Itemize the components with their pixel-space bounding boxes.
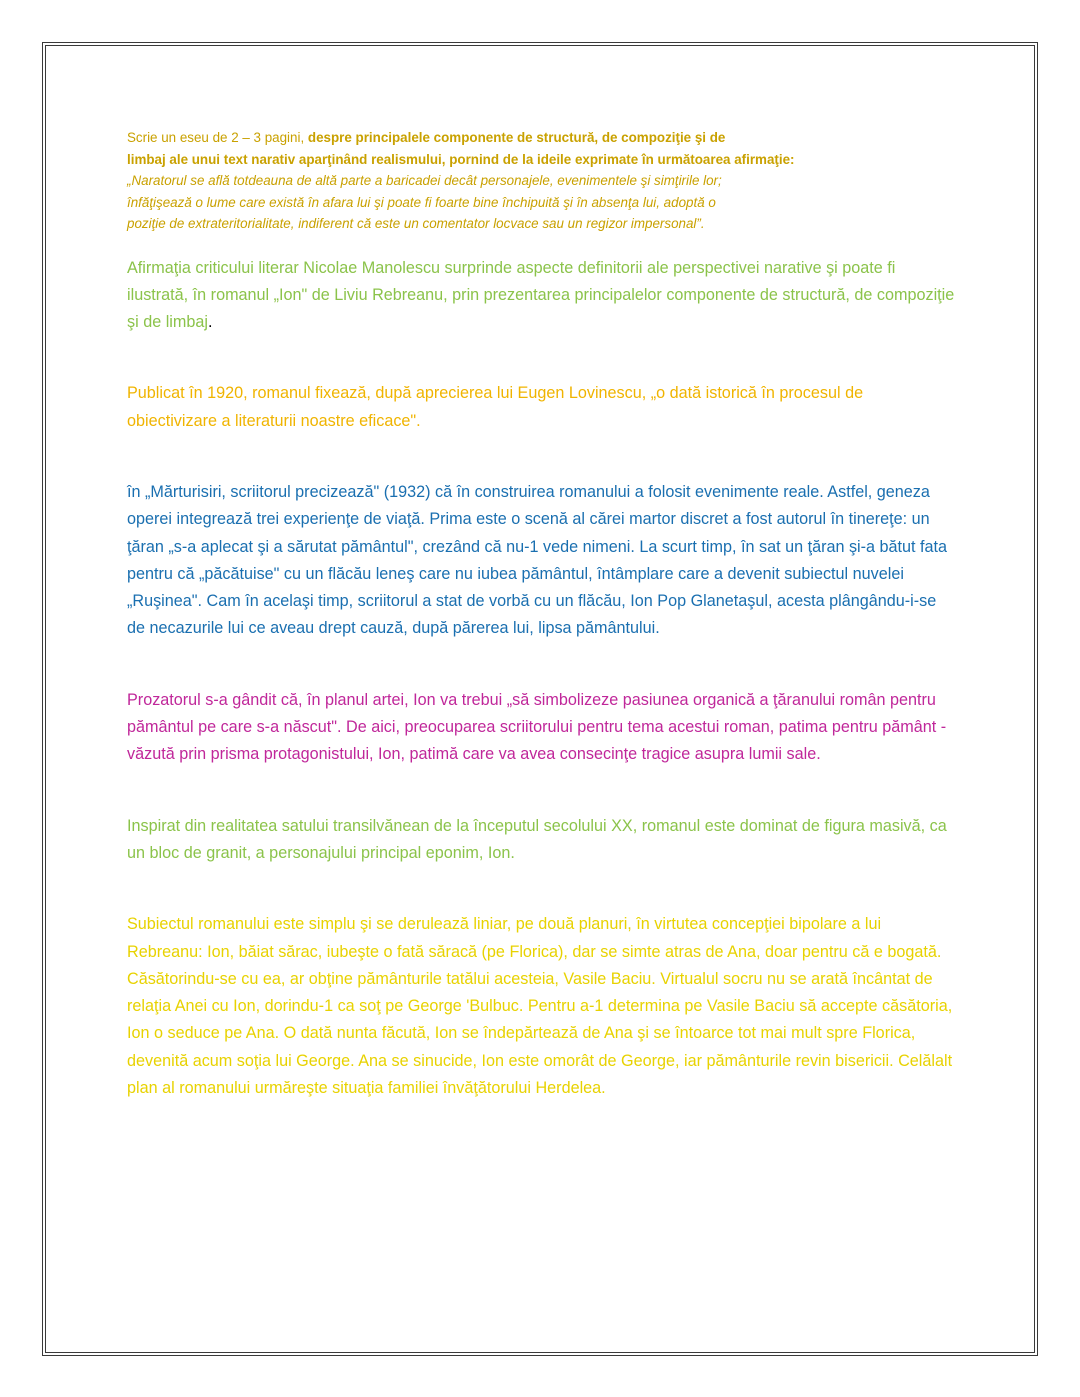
paragraph-theme: Prozatorul s-a gândit că, în planul artei, Ion va trebui „să simbolizeze pasiunea organică a ţăranului român pentru pământul pe care s-a născut". De aici, preocuparea scriitorului pentru tema acestui roman, patima pentru pământ - văzută prin prisma protagonistului, Ion, patimă care va avea consecinţe tragice asupra lumii sale. [127,690,947,764]
prompt-line-2: limbaj ale unui text narativ aparţinând realismului, pornind de la ideile exprimate în următoarea afirmaţie: [127,151,795,167]
paragraph-setting: Inspirat din realitatea satului transilvănean de la începutul secolului XX, romanul este dominat de figura masivă, ca un bloc de granit, a personajului principal eponim, Ion. [127,816,947,862]
prompt-quote-line-2: înfăţişează o lume care există în afara lui şi poate fi foarte bine închipuită şi în absenţa lui, adoptă o [127,194,716,210]
document-content [127,127,957,1102]
paragraph-intro-text: Afirmaţia criticului literar Nicolae Manolescu surprinde aspecte definitorii ale perspectivei narative şi poate fi ilustrată, în romanul „Ion" de Liviu Rebreanu, prin prezentarea principalelor componente de structură, de compoziţie şi de limbaj [127,258,955,332]
paragraph-intro [127,255,957,337]
prompt-quote-line-1: „Naratorul se află totdeauna de altă parte a baricadei decât personajele, evenimentele şi simţirile lor; [127,173,722,188]
prompt-intro: Scrie un eseu de 2 – 3 pagini, [127,130,308,145]
essay-prompt [127,127,957,235]
paragraph-publication: Publicat în 1920, romanul fixează, după aprecierea lui Eugen Lovinescu, „o dată istorică în procesul de obiectivizare a literaturii noastre eficace". [127,384,864,430]
prompt-line-1 [127,127,957,149]
prompt-topic: despre principalele componente de structură, de compoziţie şi de [307,130,726,145]
paragraph-plot: Subiectul romanului este simplu şi se derulează liniar, pe două planuri, în virtutea concepţiei bipolare a lui Rebreanu: Ion, băiat sărac, iubeşte o fată săracă (pe Florica), dar se simte atras de Ana, doar pentru că e bogată. Căsătorindu-se cu ea, ar obţine pământurile tatălui acesteia, Vasile Baciu. Virtualul socru nu se arată încântat de relaţia Anei cu Ion, dorindu-1 ca soţ pe George 'Bulbuc. Pentru a-1 determina pe Vasile Baciu să accepte căsătoria, Ion o seduce pe Ana. O dată nunta făcută, Ion se îndepărtează de Ana şi se întoarce tot mai mult spre Florica, devenită acum soţia lui George. Ana se sinucide, Ion este omorât de George, iar pământurile revin bisericii. Celălalt plan al romanului urmăreşte situaţia familiei învăţătorului Herdelea. [127,915,953,1098]
paragraph-genesis: în „Mărturisiri, scriitorul precizează" (1932) că în construirea romanului a folosit evenimente reale. Astfel, geneza operei integrează trei experienţe de viaţă. Prima este o scenă al cărei martor discret a fost autorul în tinereţe: un ţăran „s-a aplecat şi a sărutat pământul", crezând că nu-1 vede nimeni. La scurt timp, în sat un ţăran şi-a bătut fata pentru că „păcătuise" cu un flăcău leneş care nu iubea pământul, întâmplare care a devenit subiectul nuvelei „Ruşinea". Cam în acelaşi timp, scriitorul a stat de vorbă cu un flăcău, Ion Pop Glanetaşul, acesta plângându-i-se de necazurile lui ce aveau drept cauză, după părerea lui, lipsa pământului. [127,482,948,638]
prompt-quote-line-3: poziţie de extrateritorialitate, indiferent că este un comentator locvace sau un regizor impersonal”. [127,216,705,231]
paragraph-intro-period: . [207,313,213,332]
